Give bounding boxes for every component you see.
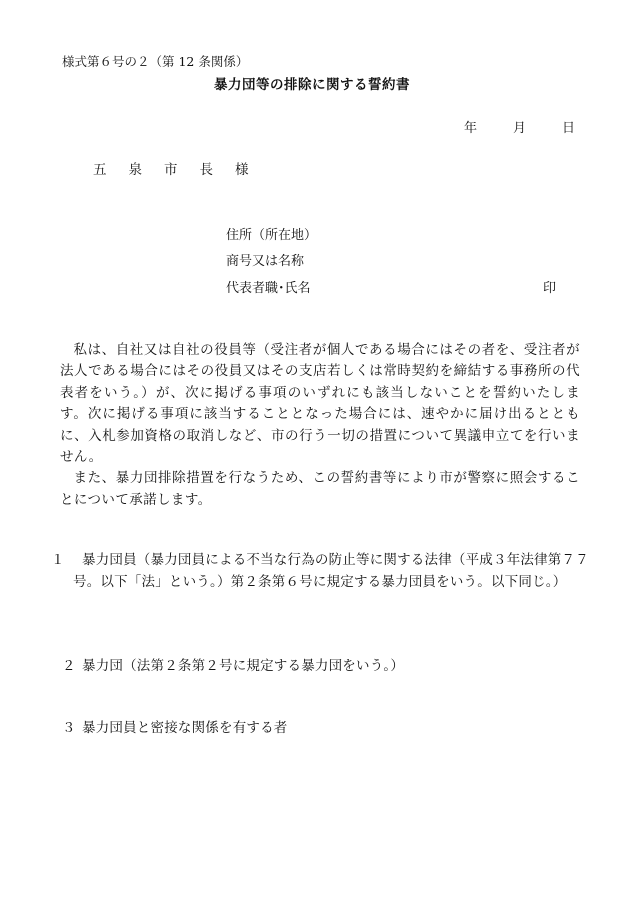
item-text: 暴力団員と密接な関係を有する者 <box>82 720 288 736</box>
date-line <box>464 117 575 136</box>
item-text: 暴力団員（暴力団員による不当な行為の防止等に関する法律（平成３年法律第７７号。以下「法」という。）第２条第６号に規定する暴力団員をいう。以下同じ。） <box>73 552 589 590</box>
document-title: 暴力団等の排除に関する誓約書 <box>214 77 410 93</box>
list-item <box>62 656 584 678</box>
addressee-char: 泉 <box>128 162 142 178</box>
item-number: ３ <box>62 720 76 736</box>
pledge-body <box>60 340 580 511</box>
day-label: 日 <box>562 121 576 136</box>
representative-label: 代表者職･氏名 <box>226 281 311 296</box>
consent-paragraph: また、暴力団排除措置を行なうため、この誓約書等により市が警察に照会することについて承諾します。 <box>60 470 580 508</box>
item-number: １ <box>51 552 65 568</box>
address-label: 住所（所在地） <box>226 228 318 243</box>
addressee-char: 五 <box>93 162 107 178</box>
list-item <box>51 550 595 593</box>
pledge-paragraph: 私は、自社又は自社の役員等（受注者が個人である場合にはその者を、受注者が法人である場合にはその役員又はその支店若しくは常時契約を締結する事務所の代表者をいう。）が、次に掲げる事項のいずれにも該当しないことを誓約いたします。次に掲げる事項に該当することとなった場合には、速やかに届け出るとともに、入札参加資格の取消しなど、市の行う一切の措置について異議申立てを行いません。 <box>60 342 580 466</box>
seal-label: 印 <box>543 281 557 296</box>
month-label: 月 <box>513 121 527 136</box>
addressee <box>93 158 271 178</box>
item-text: 暴力団（法第２条第２号に規定する暴力団をいう。） <box>82 658 405 674</box>
company-name-label: 商号又は名称 <box>226 254 305 269</box>
item-number: ２ <box>62 658 76 674</box>
addressee-char: 市 <box>164 162 178 178</box>
list-item <box>62 718 584 740</box>
addressee-char: 長 <box>199 162 213 178</box>
year-label: 年 <box>464 121 478 136</box>
form-number: 様式第６号の２（第 12 条関係） <box>62 54 249 69</box>
addressee-char: 様 <box>235 162 249 178</box>
